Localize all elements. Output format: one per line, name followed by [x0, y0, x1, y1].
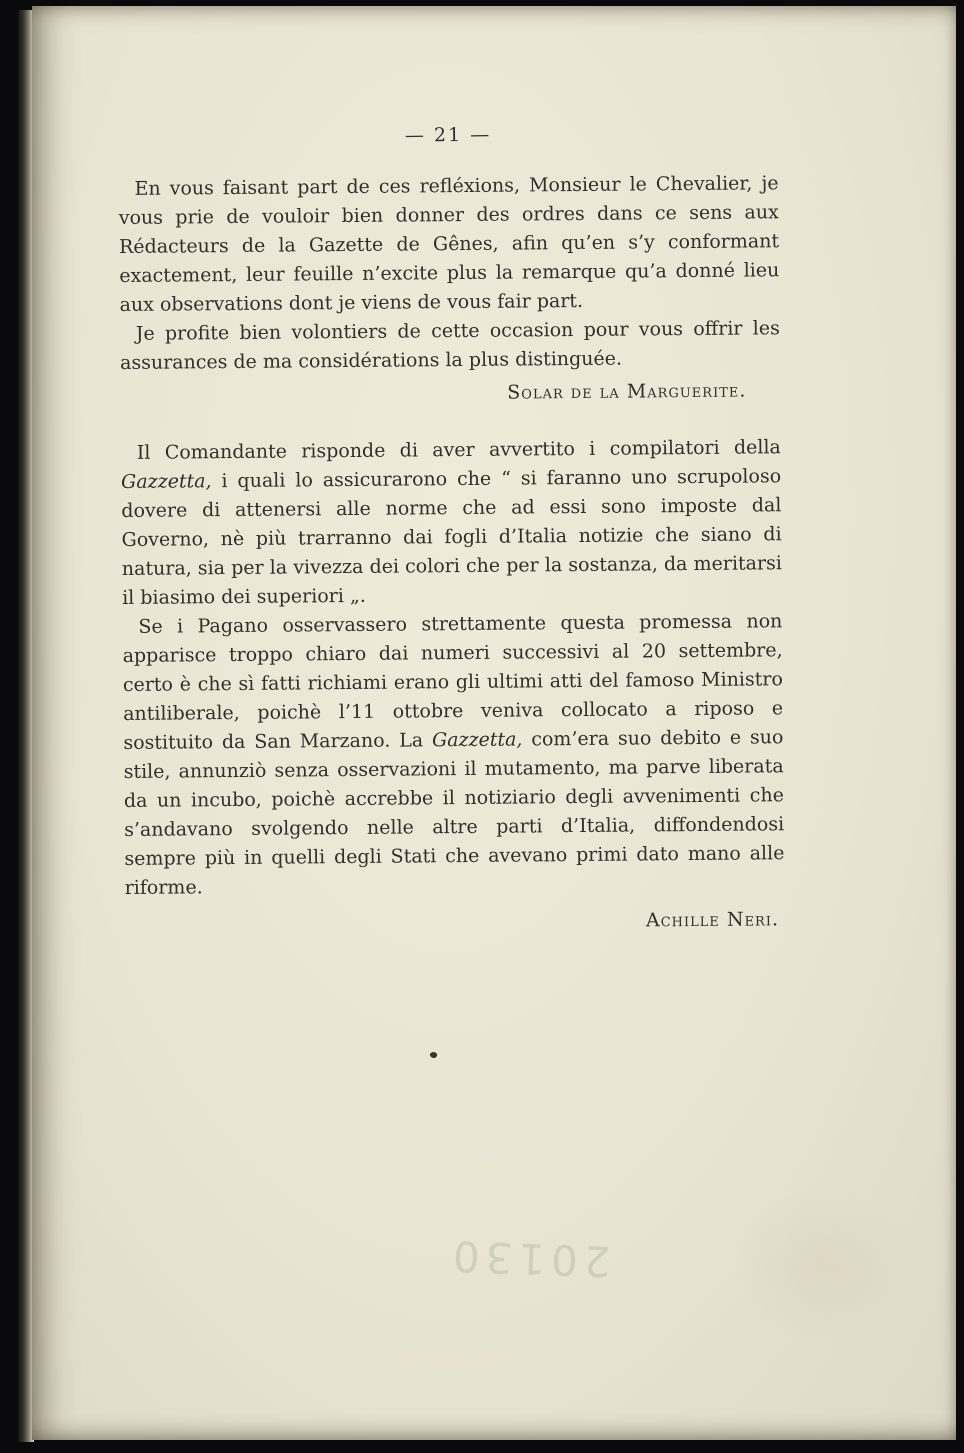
paragraph-italian-1: Il Comandante risponde di aver avvertito i compilatori della Gazzetta, i quali lo assicurarono che “ si faranno uno scrupoloso dovere di attenersi alle norme che ad essi sono imposte dal Governo, nè più trarranno dai fogli d’Italia notizie che siano di natura, sia per la vivezza dei colori che per la sostanza, da meritarsi il biasimo dei superiori „.: [121, 436, 782, 609]
signature-solar-de-la-marguerite: Solar de la Marguerite.: [507, 379, 747, 404]
paragraph-french-1: En vous faisant part de ces refléxions, Monsieur le Chevalier, je vous prie de vouloir bien donner des ordres dans ce sens aux Rédacteurs de la Gazette de Gênes, afin qu’en s’y conformant exactement, leur feuille n’excite plus la remarque qu’a donné lieu aux observations dont je viens de vous fair part.: [118, 172, 780, 316]
book-page: [32, 6, 956, 1440]
page-number: — 21 —: [404, 123, 492, 147]
page-text-block: [118, 118, 785, 940]
faint-library-stamp: 20130: [446, 1231, 612, 1286]
ink-speck: [429, 1051, 438, 1059]
paper-smudge: [732, 1186, 912, 1346]
paragraph-french-2: Je profite bien volontiers de cette occasion pour vous offrir les assurances de ma considérations la plus distinguée.: [119, 317, 780, 374]
signature-achille-neri: Achille Neri.: [645, 908, 780, 932]
paragraph-italian-2: Se i Pagano osservassero strettamente questa promessa non apparisce troppo chiaro dai numeri successivi al 20 settembre, certo è che sì fatti richiami erano gli ultimi atti del famoso Ministro antiliberale, poichè l’11 ottobre veniva collocato a riposo e sostituito da San Marzano. La Gazzetta, com’era suo debito e suo stile, annunziò senza osservazioni il mutamento, ma parve liberata da un incubo, poichè accrebbe il notiziario degli avvenimenti che s’andavano svolgendo nelle altre parti d’Italia, diffondendosi sempre più in quelli degli Stati che avevano primi dato mano alle riforme.: [122, 610, 785, 899]
